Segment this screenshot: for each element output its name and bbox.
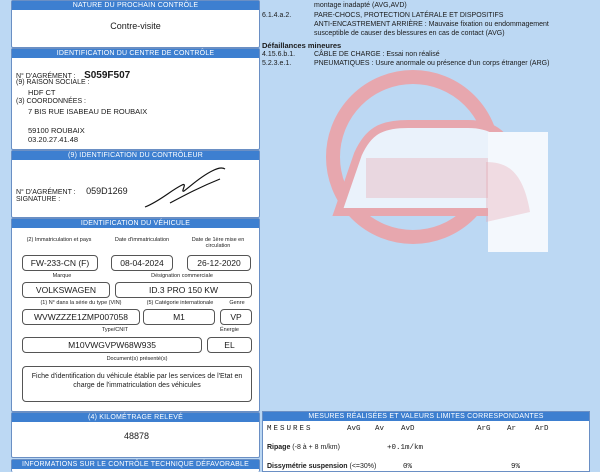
vehicle-header: IDENTIFICATION DU VÉHICULE bbox=[12, 219, 259, 228]
controller-box bbox=[11, 150, 260, 218]
ripage-row bbox=[267, 444, 340, 451]
center-phone: 03.20.27.41.48 bbox=[28, 135, 79, 144]
type-field: M10VWGVPW68W935 bbox=[22, 337, 202, 353]
controller-agrement-value: 059D1269 bbox=[86, 186, 128, 196]
info-box bbox=[11, 459, 260, 472]
next-visit-value: Contre-visite bbox=[110, 21, 161, 31]
signature-label: SIGNATURE : bbox=[16, 196, 61, 203]
minor-defect-2-code: 5.2.3.e.1. bbox=[262, 60, 292, 67]
minor-defect-1-text: CÂBLE DE CHARGE : Essai non réalisé bbox=[314, 51, 440, 58]
center-header: IDENTIFICATION DU CENTRE DE CONTRÔLE bbox=[12, 49, 259, 58]
plate-label: (2) Immatriculation et pays bbox=[26, 237, 92, 243]
brand-label: Marque bbox=[52, 273, 72, 279]
defect-line-pre: montage inadapté (AVG,AVD) bbox=[314, 2, 407, 9]
col-avd: AvD bbox=[401, 425, 415, 433]
brand-field: VOLKSWAGEN bbox=[22, 282, 110, 298]
center-agrement-label: N° D'AGRÉMENT : bbox=[16, 73, 76, 80]
ripage-label: Ripage bbox=[267, 444, 291, 451]
raison-value: HDF CT bbox=[28, 88, 56, 97]
defect-item1-b: ANTI-ENCASTREMENT ARRIÈRE : Mauvaise fixation ou endommagement bbox=[314, 21, 549, 28]
energy-label: Énergie bbox=[220, 327, 239, 333]
minor-defects-title: Défaillances mineures bbox=[262, 41, 342, 50]
raison-label: (9) RAISON SOCIALE : bbox=[16, 79, 90, 86]
col-arg: ArG bbox=[477, 425, 491, 433]
coord-label: (3) COORDONNÉES : bbox=[16, 98, 87, 105]
vin-field: WVWZZZE1ZMP007058 bbox=[22, 309, 140, 325]
genre-label: Genre bbox=[229, 300, 245, 306]
next-visit-box bbox=[11, 0, 260, 48]
susp-front-value: 0% bbox=[403, 463, 413, 471]
signature-icon bbox=[140, 163, 240, 213]
defect-item1-code: 6.1.4.a.2. bbox=[262, 12, 292, 19]
defect-item1-c: susceptible de causer des blessures en cas de contact (AVG) bbox=[314, 30, 505, 37]
info-header: INFORMATIONS SUR LE CONTRÔLE TECHNIQUE DÉFAVORABLE bbox=[12, 460, 259, 469]
susp-rear-value: 9% bbox=[511, 463, 521, 471]
model-field: ID.3 PRO 150 KW bbox=[115, 282, 252, 298]
reg-date-field: 08-04-2024 bbox=[111, 255, 173, 271]
susp-row bbox=[267, 463, 376, 470]
controller-header: (9) IDENTIFICATION DU CONTRÔLEUR bbox=[12, 151, 259, 160]
center-agrement-value: S059F507 bbox=[84, 70, 131, 81]
defect-item1-a: PARE-CHOCS, PROTECTION LATÉRALE ET DISPOSITIFS bbox=[314, 12, 504, 19]
susp-limit: (<=30%) bbox=[349, 463, 377, 470]
col-ar: Ar bbox=[507, 425, 517, 433]
first-date-label: Date de 1ère mise en circulation bbox=[191, 237, 245, 249]
mileage-value: 48878 bbox=[124, 431, 150, 441]
car-watermark-icon bbox=[318, 62, 548, 252]
reg-date-label: Date d'immatriculation bbox=[114, 237, 170, 243]
document-field: Fiche d'identification du véhicule établie par les services de l'Etat en charge de l'immatriculation des véhicules bbox=[22, 366, 252, 402]
model-label: Désignation commerciale bbox=[151, 273, 213, 279]
category-label: (5) Catégorie internationale bbox=[146, 300, 214, 306]
susp-label: Dissymétrie suspension bbox=[267, 463, 348, 470]
type-label: Type/CNIT bbox=[101, 327, 129, 333]
first-date-field: 26-12-2020 bbox=[187, 255, 251, 271]
minor-defect-1-code: 4.15.6.b.1. bbox=[262, 51, 296, 58]
ripage-value: +0.1m/km bbox=[387, 444, 424, 452]
vin-label: (1) N° dans la série du type (VIN) bbox=[40, 300, 122, 306]
mileage-box bbox=[11, 412, 260, 458]
measures-table bbox=[262, 411, 590, 472]
measures-title: MESURES bbox=[267, 425, 313, 433]
minor-defect-2-text: PNEUMATIQUES : Usure anormale ou présence d'un corps étranger (ARG) bbox=[314, 60, 550, 67]
controller-agrement-label: N° D'AGRÉMENT : bbox=[16, 189, 76, 196]
plate-field: FW-233-CN (F) bbox=[22, 255, 98, 271]
genre-field: VP bbox=[220, 309, 252, 325]
ripage-limit: (-8 à + 8 m/km) bbox=[292, 444, 340, 451]
col-avg: AvG bbox=[347, 425, 361, 433]
address-line-1: 7 BIS RUE ISABEAU DE ROUBAIX bbox=[28, 107, 148, 116]
center-box bbox=[11, 48, 260, 150]
measures-header: MESURES RÉALISÉES ET VALEURS LIMITES CORRESPONDANTES bbox=[263, 412, 589, 421]
next-visit-header: NATURE DU PROCHAIN CONTRÔLE bbox=[12, 1, 259, 10]
documents-label: Document(s) présenté(s) bbox=[106, 356, 168, 362]
energy-field: EL bbox=[207, 337, 252, 353]
col-ard: ArD bbox=[535, 425, 549, 433]
category-field: M1 bbox=[143, 309, 215, 325]
col-av: Av bbox=[375, 425, 385, 433]
mileage-header: (4) KILOMÉTRAGE RELEVÉ bbox=[12, 413, 259, 422]
address-line-2: 59100 ROUBAIX bbox=[28, 126, 85, 135]
vehicle-box bbox=[11, 218, 260, 412]
